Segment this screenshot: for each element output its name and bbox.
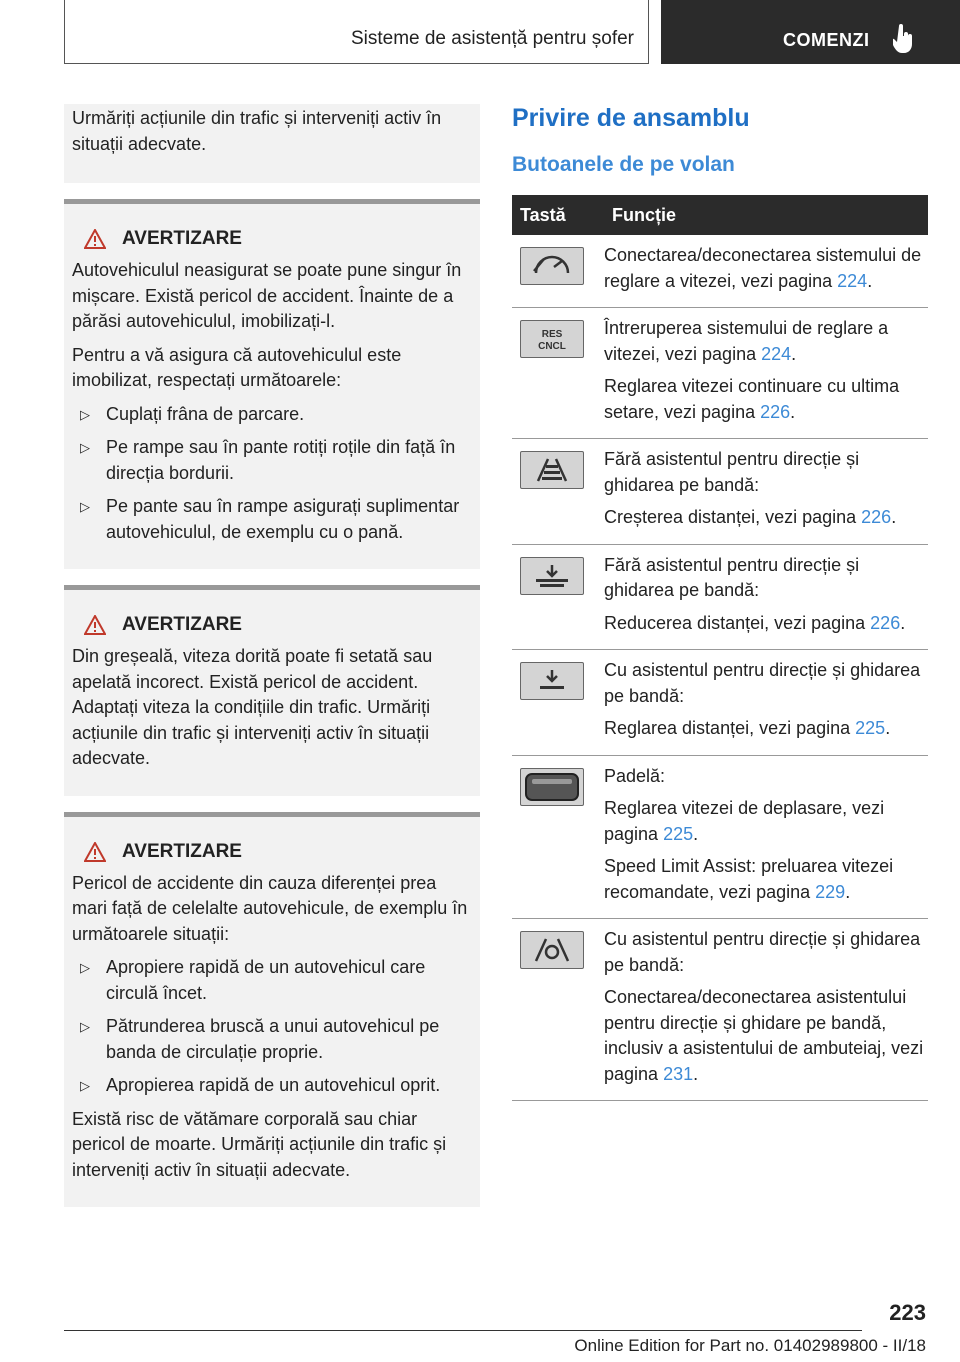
function-text: Cu asistentul pentru direcție și ghidarea pe bandă: — [604, 929, 921, 975]
table-row — [512, 235, 928, 308]
warning-triangle-icon — [84, 842, 106, 862]
section-title: Sisteme de asistență pentru șofer — [350, 28, 634, 49]
function-text: Fără asistentul pentru direcție și ghidarea pe bandă: — [604, 554, 860, 600]
distance-adjust-icon[interactable] — [520, 662, 584, 700]
function-cell — [604, 755, 928, 919]
page-link[interactable]: 224 — [837, 270, 868, 291]
list-item: ▷ Apropierea rapidă de un autovehicul oprit. — [72, 1073, 472, 1099]
page-link[interactable]: 225 — [663, 823, 694, 844]
warning-box-3 — [64, 812, 480, 1208]
function-cell — [604, 544, 928, 650]
warning-text: Pericol de accidente din cauza diferenței prea mari față de celelalte autovehicule, de exemplu în următoarele situații: — [72, 872, 468, 944]
left-column — [64, 104, 480, 1223]
page-link[interactable]: 226 — [870, 612, 901, 633]
hand-pointer-icon — [893, 24, 915, 54]
page-number: 223 — [889, 1300, 926, 1325]
warning-triangle-icon — [84, 229, 106, 249]
warning-text: Pentru a vă asigura că autovehiculul este imobilizat, respectați următoarele: — [72, 344, 402, 390]
warning-box-2 — [64, 585, 480, 796]
svg-text:CNCL: CNCL — [538, 341, 566, 352]
function-cell — [604, 235, 928, 308]
paddle-icon[interactable] — [520, 768, 584, 806]
function-text: Întreruperea sistemului de reglare a vitezei, vezi pagina 224. — [604, 318, 889, 364]
table-row — [512, 439, 928, 545]
page-link[interactable]: 224 — [761, 343, 792, 364]
warning-text: Autovehiculul neasigurat se poate pune singur în mișcare. Există pericol de accident. Înainte de a părăsi autovehiculul, imobilizați-l. — [72, 260, 462, 331]
function-text: Creșterea distanței, vezi pagina 226. — [604, 507, 897, 527]
header-key: Tastă — [512, 195, 604, 235]
function-text: Reducerea distanței, vezi pagina 226. — [604, 612, 906, 633]
table-header-row — [512, 195, 928, 235]
table-row — [512, 650, 928, 756]
subsection-heading: Butoanele de pe volan — [512, 153, 735, 176]
warning-title: AVERTIZARE — [72, 228, 472, 250]
warning-box-1 — [64, 199, 480, 569]
page-link[interactable]: 229 — [815, 881, 846, 902]
warning-list — [72, 402, 472, 546]
list-item: ▷ Pe pante sau în rampe asigurați suplimentar autovehiculul, de exemplu cu o pană. — [72, 494, 472, 545]
function-text: Reglarea vitezei continuare cu ultima setare, vezi pagina 226. — [604, 376, 900, 422]
intro-text: Urmăriți acțiunile din trafic și interveniți activ în situații adecvate. — [72, 108, 442, 154]
function-cell — [604, 308, 928, 439]
table-row — [512, 919, 928, 1101]
function-text: Reglarea distanței, vezi pagina 225. — [604, 718, 891, 738]
cruise-control-icon[interactable] — [520, 247, 584, 285]
list-item: ▷ Pătrunderea bruscă a unui autovehicul pe banda de circulație proprie. — [72, 1014, 472, 1065]
table-row — [512, 755, 928, 919]
intro-box — [64, 104, 480, 183]
warning-text: Există risc de vătămare corporală sau chiar pericol de moarte. Urmăriți acțiunile din trafic și interveniți activ în situații adecvate. — [72, 1108, 447, 1180]
function-text: Reglarea vitezei de deplasare, vezi pagina 225. — [604, 798, 885, 844]
header-chapter-box — [661, 0, 960, 64]
page-link[interactable]: 226 — [760, 401, 791, 422]
function-text: Conectarea/deconectarea asistentului pentru direcție și ghidare pe bandă, inclusiv a asistentului de ambuteiaj, vezi pagina 231. — [604, 987, 924, 1084]
list-item: ▷ Apropiere rapidă de un autovehicul care circulă încet. — [72, 955, 472, 1006]
function-text: Fără asistentul pentru direcție și ghidarea pe bandă: — [604, 449, 860, 495]
footer-rule — [64, 1330, 862, 1331]
table-row — [512, 544, 928, 650]
function-text: Conectarea/deconectarea sistemului de reglare a vitezei, vezi pagina 224. — [604, 245, 922, 291]
function-cell — [604, 650, 928, 756]
page-link[interactable]: 225 — [855, 718, 886, 738]
list-item: ▷ Cuplați frâna de parcare. — [72, 402, 472, 428]
warning-title: AVERTIZARE — [72, 841, 472, 863]
svg-text:RES: RES — [541, 329, 563, 340]
section-heading: Privire de ansamblu — [512, 104, 750, 132]
page-link[interactable]: 231 — [663, 1063, 694, 1084]
right-column — [512, 104, 928, 1101]
header-function: Funcție — [604, 195, 928, 235]
warning-title: AVERTIZARE — [72, 614, 472, 636]
function-cell — [604, 439, 928, 545]
warning-list — [72, 955, 472, 1099]
warning-text: Din greșeală, viteza dorită poate fi setată sau apelată incorect. Există pericol de accident. Adaptați viteza la condițiile din trafic. Urmăriți acțiunile din trafic și interveniți activ în situații adecvate. — [72, 646, 433, 768]
header-section-box — [64, 0, 649, 64]
distance-increase-icon[interactable] — [520, 451, 584, 489]
list-item: ▷ Pe rampe sau în pante rotiți roțile din față în direcția bordurii. — [72, 435, 472, 486]
function-text: Padelă: — [604, 765, 666, 786]
page-link[interactable]: 226 — [861, 507, 892, 527]
warning-triangle-icon — [84, 615, 106, 635]
edition-text: Online Edition for Part no. 01402989800 - II/18 — [574, 1336, 926, 1355]
distance-decrease-icon[interactable] — [520, 557, 584, 595]
function-text: Speed Limit Assist: preluarea vitezei recomandate, vezi pagina 229. — [604, 856, 894, 902]
chapter-title: COMENZI — [783, 30, 870, 50]
function-cell — [604, 919, 928, 1101]
function-text: Cu asistentul pentru direcție și ghidarea pe bandă: — [604, 660, 921, 706]
steering-assist-icon[interactable] — [520, 931, 584, 969]
res-cncl-icon[interactable] — [520, 320, 584, 358]
table-row — [512, 308, 928, 439]
buttons-table — [512, 195, 928, 1101]
